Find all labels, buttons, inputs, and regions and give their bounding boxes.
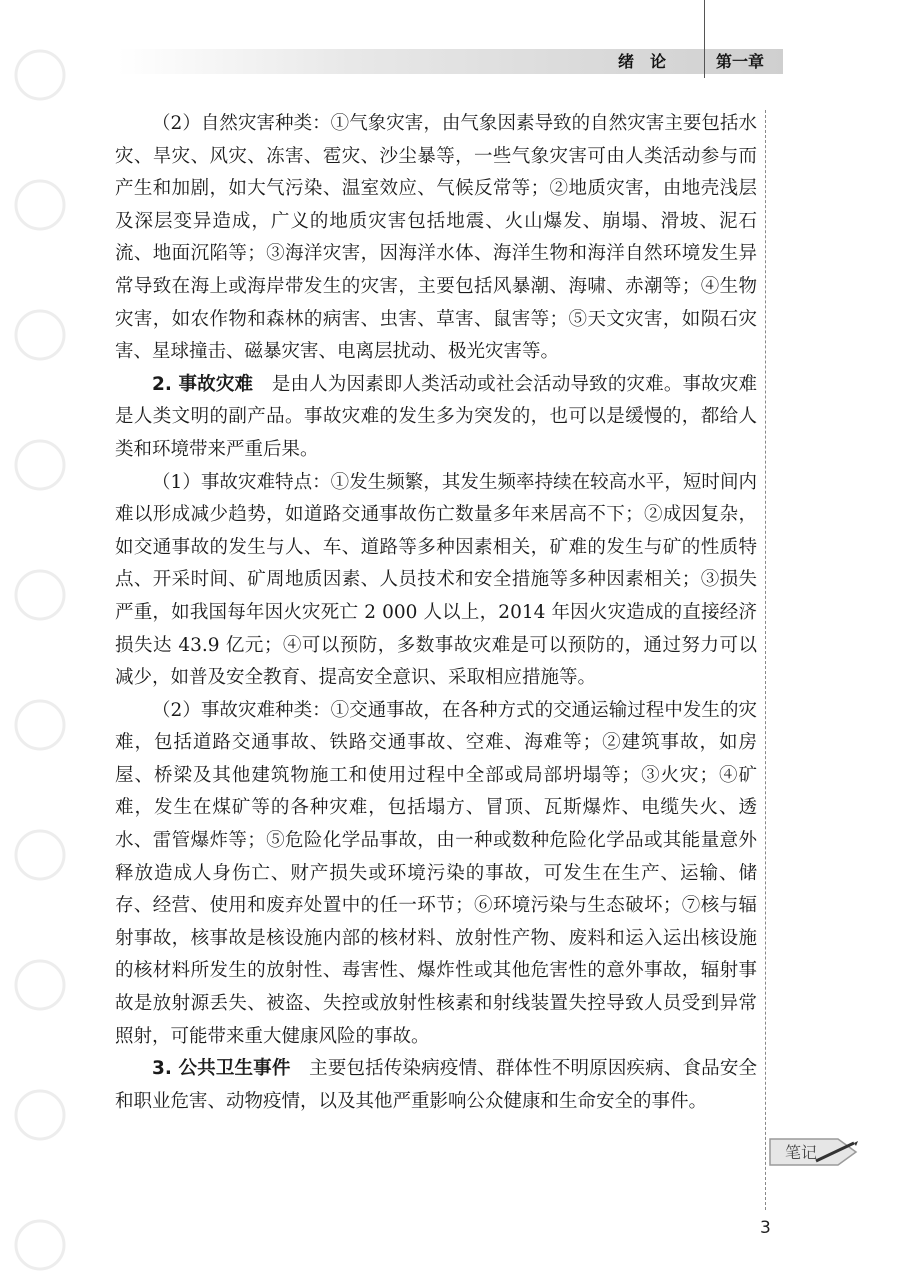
paragraph-text: （2）自然灾害种类：①气象灾害，由气象因素导致的自然灾害主要包括水灾、旱灾、风灾、冻害、雹灾、沙尘暴等，一些气象灾害可由人类活动参与而产生和加剧，如大气污染、温室效应、气候反常等；②地质灾害，由地壳浅层及深层变异造成，广义的地质灾害包括地震、火山爆发、崩塌、滑坡、泥石流、地面沉陷等；③海洋灾害，因海洋水体、海洋生物和海洋自然环境发生异常导致在海上或海岸带发生的灾害，主要包括风暴潮、海啸、赤潮等；④生物灾害，如农作物和森林的病害、虫害、草害、鼠害等；⑤天文灾害，如陨石灾害、星球撞击、磁暴灾害、电离层扰动、极光灾害等。 [115,113,757,363]
running-header-section: 绪 论 [618,52,667,71]
paragraph-text: 是由人为因素即人类活动或社会活动导致的灾难。事故灾难是人类文明的副产品。事故灾难的发生多为突发的，也可以是缓慢的，都给人类和环境带来严重后果。 [115,373,757,460]
paragraph-accident-features [115,467,757,695]
note-label: 笔记 [785,1143,818,1162]
paragraph-text: 主要包括传染病疫情、群体性不明原因疾病、食品安全和职业危害、动物疫情，以及其他严重影响公众健康和生命安全的事件。 [115,1058,757,1112]
paragraph-public-health-event [115,1053,757,1118]
header-divider [704,0,705,78]
running-header-bar [118,49,783,74]
paragraph-natural-disaster-types [115,108,757,369]
paragraph-accident-disaster [115,369,757,467]
running-header-chapter: 第一章 [716,52,765,71]
paragraph-heading: 3. 公共卫生事件 [152,1058,291,1080]
paragraph-heading: 2. 事故灾难 [152,373,254,395]
paragraph-accident-types [115,695,757,1054]
paragraph-text: （2）事故灾难种类：①交通事故，在各种方式的交通运输过程中发生的灾难，包括道路交通事故、铁路交通事故、空难、海难等；②建筑事故，如房屋、桥梁及其他建筑物施工和使用过程中全部或局部坍塌等；③火灾；④矿难，发生在煤矿等的各种灾难，包括塌方、冒顶、瓦斯爆炸、电缆失火、透水、雷管爆炸等；⑤危险化学品事故，由一种或数种危险化学品或其能量意外释放造成人身伤亡、财产损失或环境污染的事故，可发生在生产、运输、储存、经营、使用和废弃处置中的任一环节；⑥环境污染与生态破坏；⑦核与辐射事故，核事故是核设施内部的核材料、放射性产物、废料和运入运出核设施的核材料所发生的放射性、毒害性、爆炸性或其他危害性的意外事故，辐射事故是放射源丢失、被盗、失控或放射性核素和射线装置失控导致人员受到异常照射，可能带来重大健康风险的事故。 [115,699,757,1047]
notes-margin-line [765,110,766,1210]
body-text [115,108,757,1118]
page-number: 3 [760,1218,771,1238]
paragraph-text: （1）事故灾难特点：①发生频繁，其发生频率持续在较高水平，短时间内难以形成减少趋势，如道路交通事故伤亡数量多年来居高不下；②成因复杂，如交通事故的发生与人、车、道路等多种因素相关，矿难的发生与矿的性质特点、开采时间、矿周地质因素、人员技术和安全措施等多种因素相关；③损失严重，如我国每年因火灾死亡 2 000 人以上，2014 年因火灾造成的直接经济损失达 43.9 亿元；④可以预防，多数事故灾难是可以预防的，通过努力可以减少，如普及安全教育、提高安全意识、采取相应措施等。 [115,471,757,689]
